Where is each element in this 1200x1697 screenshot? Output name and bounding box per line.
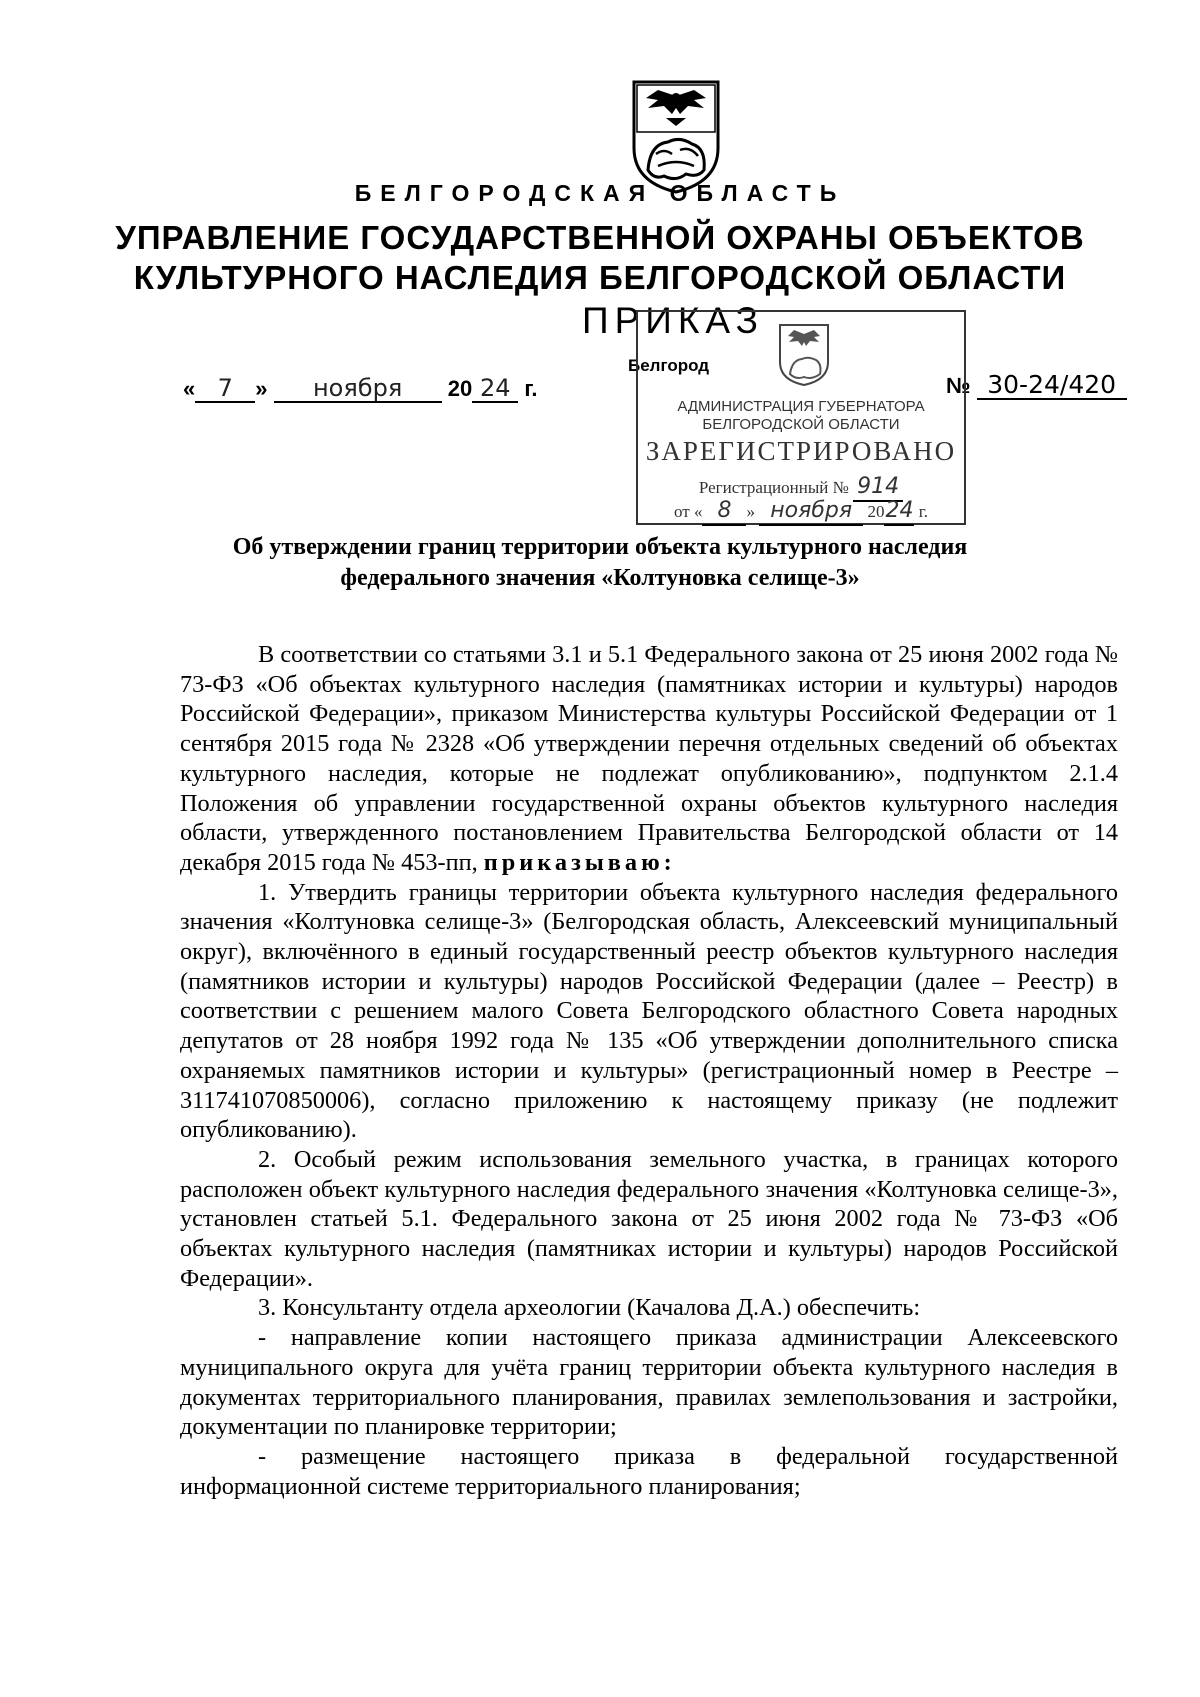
stamp-reg-label: Регистрационный №: [698, 478, 849, 497]
organization-title-line-1: УПРАВЛЕНИЕ ГОСУДАРСТВЕННОЙ ОХРАНЫ ОБЪЕКТОВ: [115, 219, 1085, 256]
date-year-suffix: 24: [472, 375, 518, 403]
stamp-authority-line-1: АДМИНИСТРАЦИЯ ГУБЕРНАТОРА: [677, 398, 925, 415]
region-title: БЕЛГОРОДСКАЯ ОБЛАСТЬ: [354, 180, 846, 206]
date-close-quote: »: [255, 376, 268, 401]
stamp-year-prefix: 20: [867, 502, 885, 521]
date-day: 7: [195, 375, 255, 403]
stamp-month: ноября: [759, 498, 863, 526]
title-line-1: Об утверждении границ территории объекта культурного наследия: [232, 534, 968, 560]
document-title: [150, 532, 1050, 594]
title-line-2: федерального значения «Колтуновка селище-3»: [340, 565, 860, 591]
stamp-status: ЗАРЕГИСТРИРОВАНО: [645, 436, 957, 466]
document-body: [180, 640, 1118, 1501]
stamp-day: 8: [702, 498, 746, 526]
stamp-year-suffix: 24: [884, 498, 914, 526]
preamble-paragraph: [180, 640, 1118, 878]
stamp-date-mid: »: [746, 502, 755, 521]
order-number: [946, 372, 1127, 400]
stamp-authority-line-2: БЕЛГОРОДСКОЙ ОБЛАСТИ: [702, 416, 900, 433]
date-year-mark: г.: [524, 376, 538, 401]
date-open-quote: «: [183, 376, 196, 401]
preamble-text: В соответствии со статьями 3.1 и 5.1 Федерального закона от 25 июня 2002 года № 73-ФЗ «Об объектах культурного наследия (памятниках истории и культуры) народов Российской Федерации», приказом Министерства культуры Российской Федерации от 1 сентября 2015 года № 2328 «Об утверждении перечня отдельных сведений об объектах культурного наследия, которые не подлежат опубликованию», подпунктом 2.1.4 Положения об управлении государственной охраны объектов культурного наследия области, утвержденного постановлением Правительства Белгородской области от 14 декабря 2015 года № 453-пп,: [180, 641, 1118, 876]
number-value: 30-24/420: [977, 372, 1127, 400]
order-word: приказываю:: [483, 848, 676, 876]
city-label: Белгород: [628, 356, 710, 375]
registration-stamp: [636, 310, 966, 525]
order-date: [183, 375, 537, 403]
item-3-paragraph: 3. Консультанту отдела археологии (Качалова Д.А.) обеспечить:: [258, 1294, 921, 1322]
date-year-prefix: 20: [447, 376, 473, 401]
document-type: ПРИКАЗ: [582, 300, 765, 341]
stamp-date-prefix: от «: [673, 502, 703, 521]
stamp-reg-number: 914: [853, 474, 903, 502]
stamp-coat-of-arms-icon: [776, 322, 832, 388]
stamp-date: [638, 498, 964, 526]
number-sign: №: [946, 373, 971, 398]
date-month: ноября: [274, 375, 442, 403]
item-2-paragraph: 2. Особый режим использования земельного участка, в границах которого расположен объект культурного наследия федерального значения «Колтуновка селище-3», установлен статьей 5.1. Федерального закона от 25 июня 2002 года № 73-ФЗ «Об объектах культурного наследия (памятниках истории и культуры) народов Российской Федерации».: [180, 1145, 1118, 1292]
item-3-subitem-a: - направление копии настоящего приказа администрации Алексеевского муниципального округа для учёта границ территории объекта культурного наследия в документах территориального планирования, правилах землепользования и застройки, документации по планировке территории;: [180, 1324, 1118, 1441]
coat-of-arms-icon: [628, 78, 724, 196]
item-1-paragraph: 1. Утвердить границы территории объекта культурного наследия федерального значения «Колтуновка селище-3» (Белгородская область, Алексеевский муниципальный округ), включённого в единый государственный реестр объектов культурного наследия (памятников истории и культуры) народов Российской Федерации (далее – Реестр) в соответствии с решением малого Совета Белгородского областного Совета народных депутатов от 28 ноября 1992 года № 135 «Об утверждении дополнительного списка охраняемых памятников истории и культуры» (регистрационный номер в Реестре – 311741070850006), согласно приложению к настоящему приказу (не подлежит опубликованию).: [180, 878, 1118, 1144]
stamp-year-mark: г.: [918, 502, 929, 521]
organization-title-line-2: КУЛЬТУРНОГО НАСЛЕДИЯ БЕЛГОРОДСКОЙ ОБЛАСТИ: [133, 259, 1067, 296]
item-3-subitem-b: - размещение настоящего приказа в федеральной государственной информационной системе территориального планирования;: [180, 1442, 1118, 1500]
